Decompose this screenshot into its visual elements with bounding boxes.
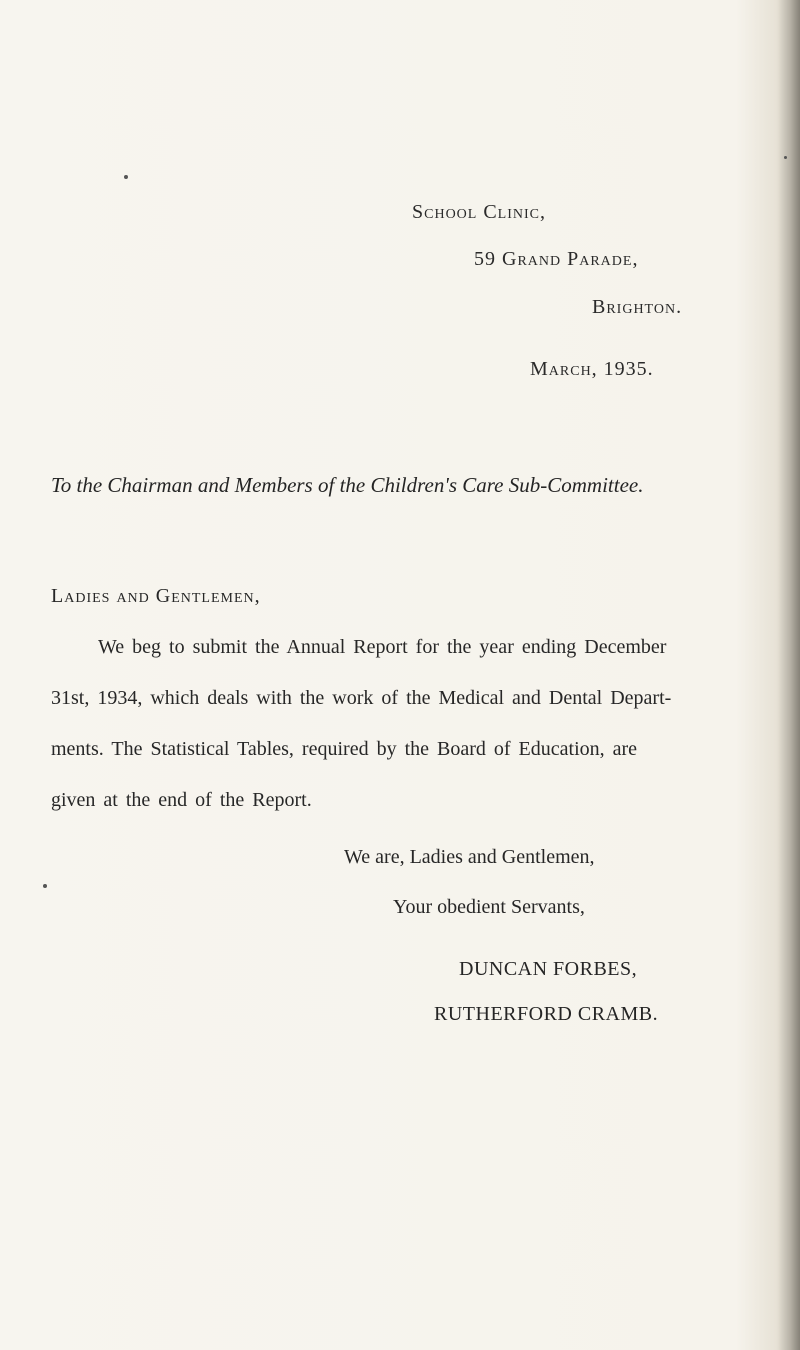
signatory-1: DUNCAN FORBES,	[459, 958, 638, 980]
closing-line-1: We are, Ladies and Gentlemen,	[344, 846, 595, 868]
address-line-1: School Clinic,	[412, 201, 547, 223]
greeting: Ladies and Gentlemen,	[51, 585, 261, 607]
ink-speck	[784, 156, 787, 159]
page-edge-shadow	[778, 0, 800, 1350]
signatory-2: RUTHERFORD CRAMB.	[434, 1003, 659, 1025]
address-line-3: Brighton.	[592, 296, 683, 318]
addressee-line: To the Chairman and Members of the Children's Care Sub-Committee.	[51, 473, 644, 497]
ink-speck	[124, 175, 128, 179]
closing-line-2: Your obedient Servants,	[393, 896, 585, 918]
body-line-2: 31st, 1934, which deals with the work of the Medical and Dental Depart-	[51, 687, 672, 709]
body-line-1: We beg to submit the Annual Report for the year ending December	[98, 636, 667, 658]
letter-date: March, 1935.	[530, 358, 654, 380]
body-line-4: given at the end of the Report.	[51, 789, 312, 811]
address-line-2: 59 Grand Parade,	[474, 248, 639, 270]
ink-speck	[43, 884, 47, 888]
body-line-3: ments. The Statistical Tables, required by the Board of Education, are	[51, 738, 638, 760]
